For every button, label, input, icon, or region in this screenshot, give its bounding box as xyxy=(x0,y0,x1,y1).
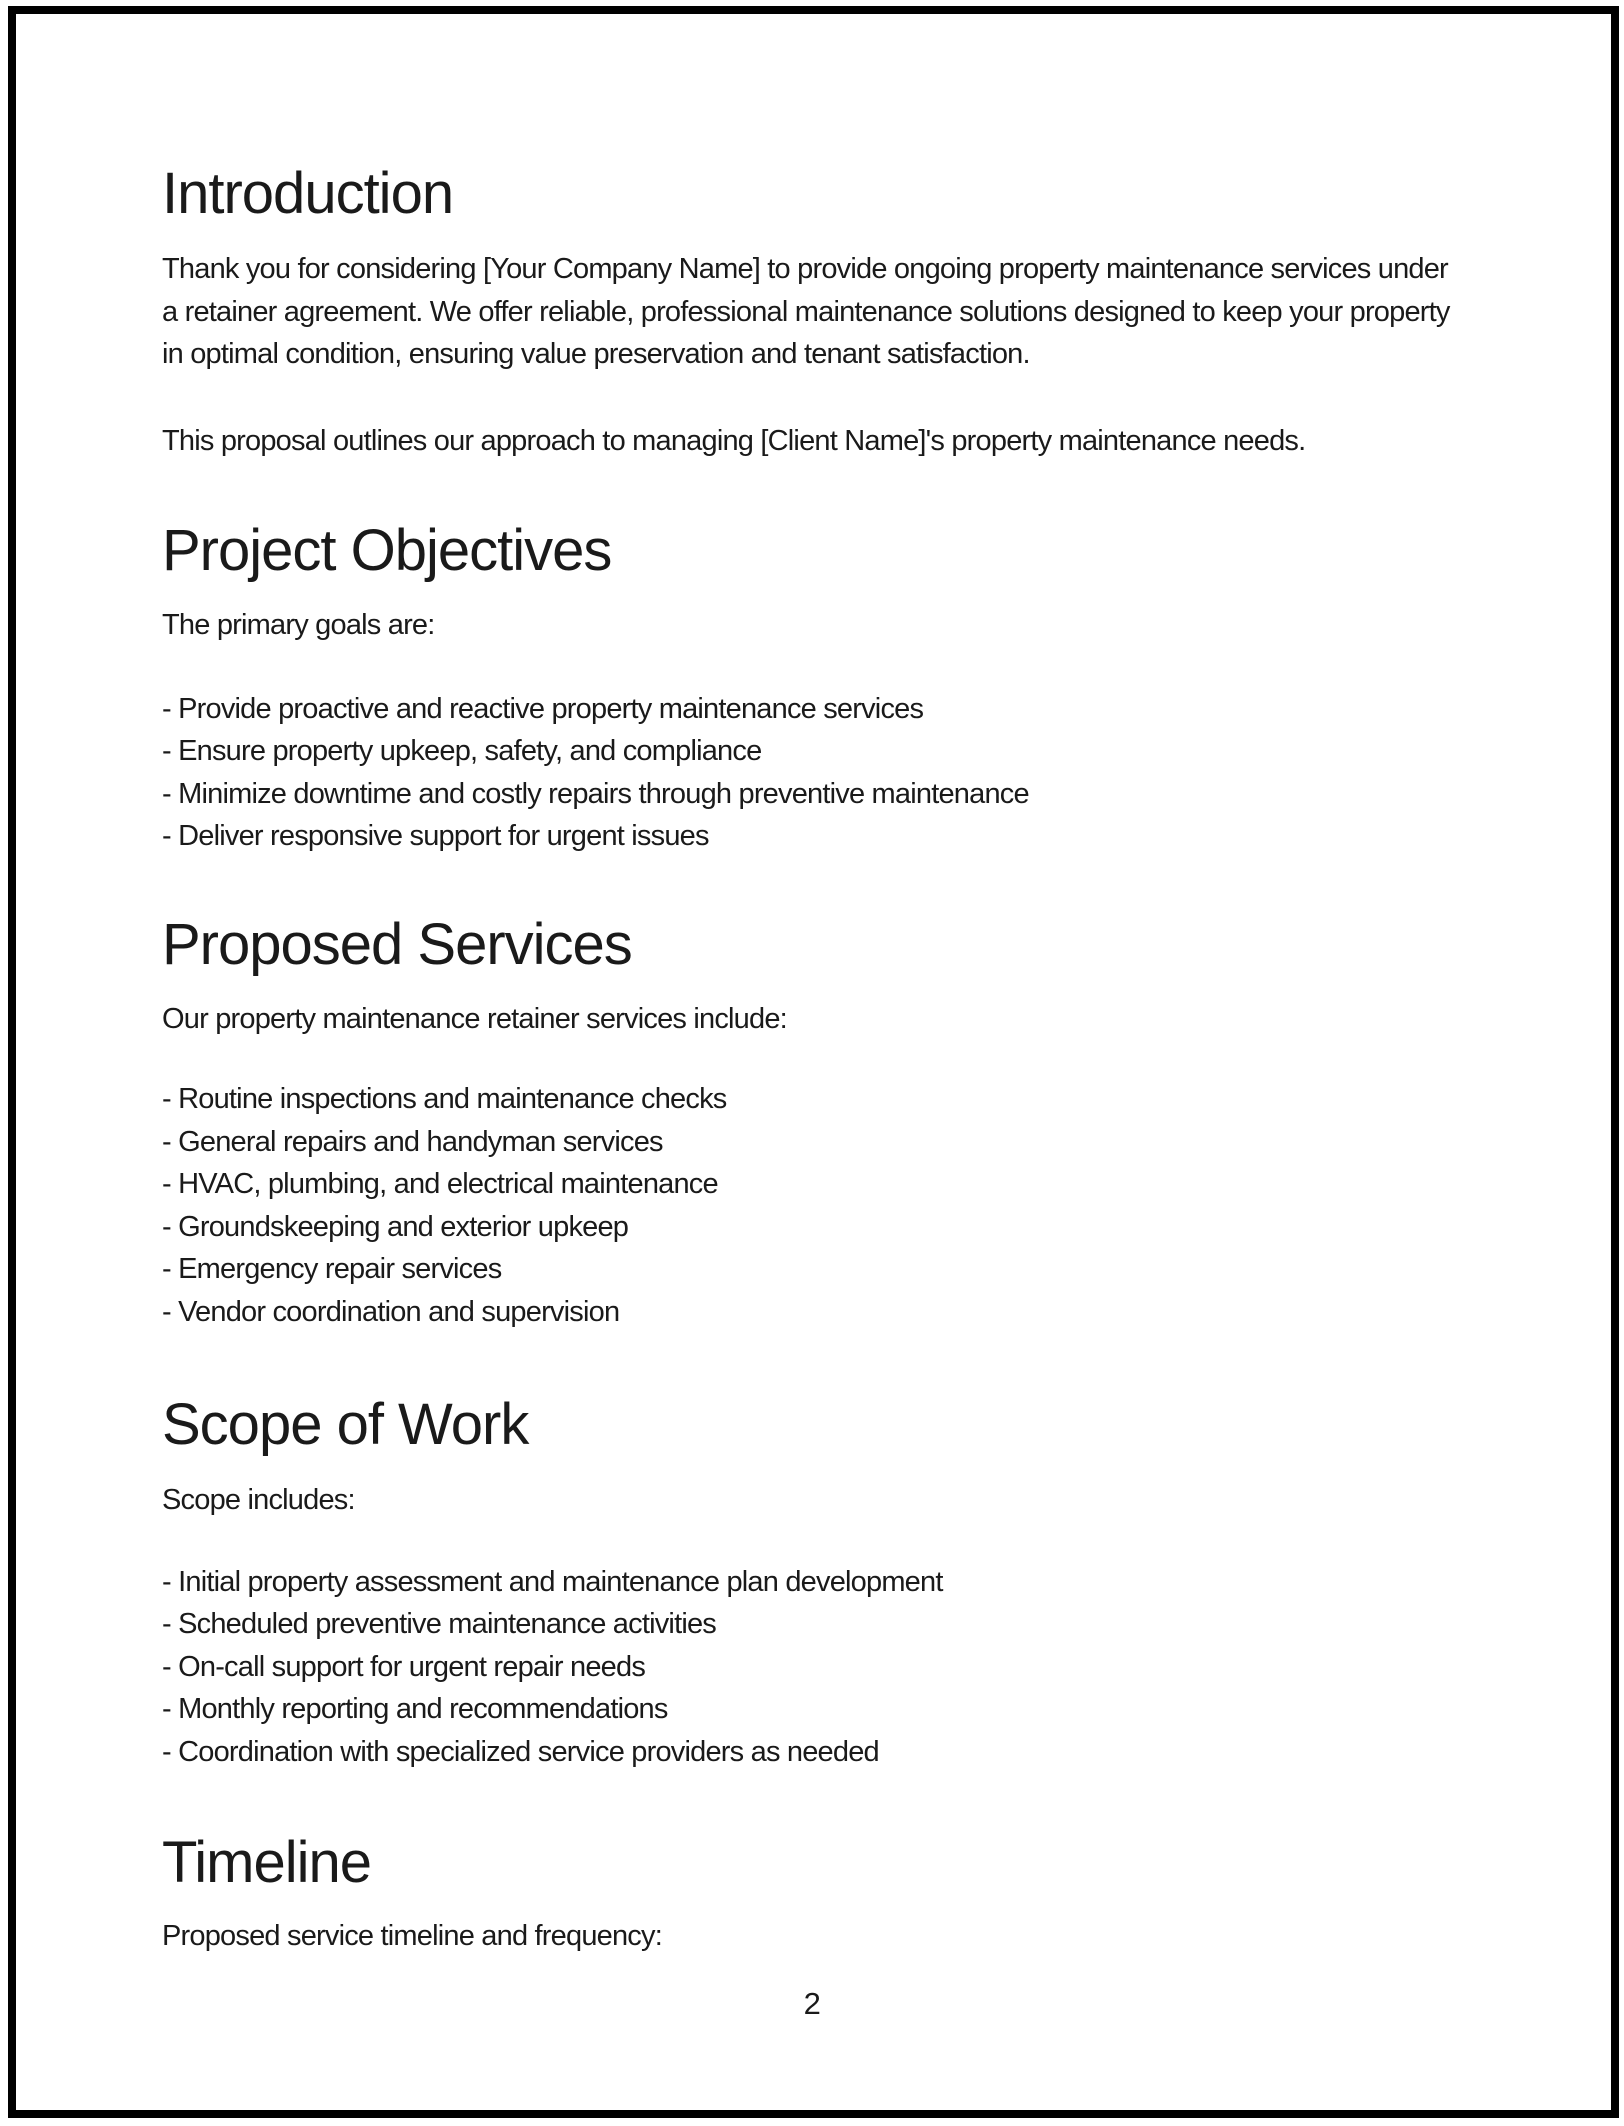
section-heading: Proposed Services xyxy=(162,911,632,977)
services-list xyxy=(162,1078,1462,1333)
list-item: - Groundskeeping and exterior upkeep xyxy=(162,1210,629,1243)
list-item: - Ensure property upkeep, safety, and compliance xyxy=(162,735,762,767)
list-item: - Scheduled preventive maintenance activities xyxy=(162,1608,716,1640)
paragraph: This proposal outlines our approach to managing [Client Name]'s property maintenance needs. xyxy=(162,424,1306,457)
list-item: - Initial property assessment and maintenance plan development xyxy=(162,1565,943,1598)
paragraph: Scope includes: xyxy=(162,1484,355,1516)
section-scope-of-work xyxy=(162,1393,1462,1773)
list-item: - Vendor coordination and supervision xyxy=(162,1295,620,1328)
list-item: - HVAC, plumbing, and electrical maintenance xyxy=(162,1168,718,1200)
document-content xyxy=(162,0,1462,1958)
list-item: - Emergency repair services xyxy=(162,1253,502,1285)
list-item: - Routine inspections and maintenance checks xyxy=(162,1083,727,1115)
section-introduction xyxy=(162,162,1462,462)
page-number: 2 xyxy=(803,1986,821,2021)
section-project-objectives xyxy=(162,519,1462,858)
section-heading: Timeline xyxy=(162,1830,372,1895)
list-item: - Provide proactive and reactive property maintenance services xyxy=(162,692,924,725)
list-item: - Coordination with specialized service providers as needed xyxy=(162,1735,879,1768)
section-heading: Introduction xyxy=(162,161,454,226)
section-proposed-services xyxy=(162,913,1462,1334)
paragraph: The primary goals are: xyxy=(162,609,435,641)
list-item: - Monthly reporting and recommendations xyxy=(162,1693,668,1725)
list-item: - Deliver responsive support for urgent issues xyxy=(162,820,709,852)
scope-list xyxy=(162,1561,1462,1774)
section-timeline xyxy=(162,1831,1462,1958)
paragraph: Proposed service timeline and frequency: xyxy=(162,1920,662,1952)
list-item: - On-call support for urgent repair needs xyxy=(162,1650,646,1683)
section-heading: Project Objectives xyxy=(162,518,612,583)
list-item: - General repairs and handyman services xyxy=(162,1125,663,1158)
section-heading: Scope of Work xyxy=(162,1392,529,1457)
paragraph: Our property maintenance retainer services include: xyxy=(162,1002,787,1035)
list-item: - Minimize downtime and costly repairs through preventive maintenance xyxy=(162,777,1029,810)
objectives-list xyxy=(162,688,1462,858)
paragraph: Thank you for considering [Your Company Name] to provide ongoing property maintenance services under a retainer agreement. We offer reliable, professional maintenance solutions designed to keep your property in optimal condition, ensuring value preservation and tenant satisfaction. xyxy=(162,253,1450,370)
